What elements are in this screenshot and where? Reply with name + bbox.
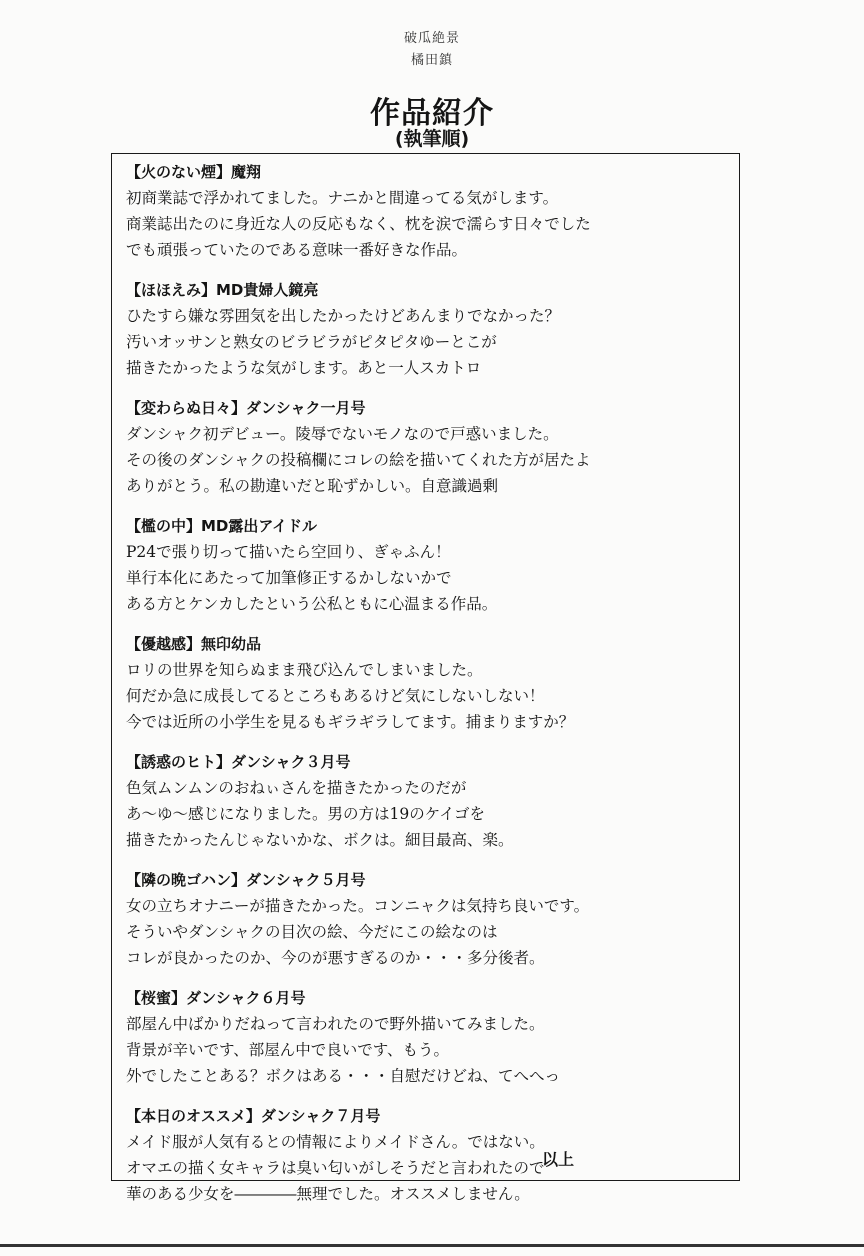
author-name: 橘田鎮 bbox=[410, 53, 453, 68]
works-list-box bbox=[111, 153, 740, 1203]
work-comment-line: 単行本化にあたって加筆修正するかしないかで bbox=[126, 569, 452, 587]
work-comment-line: ある方とケンカしたという公私ともに心温まる作品。 bbox=[126, 595, 498, 613]
work-comment-line: 背景が辛いです、部屋ん中で良いです、もう。 bbox=[126, 1041, 450, 1059]
work-comment-line: コレが良かったのか、今のが悪すぎるのか・・・多分後者。 bbox=[126, 949, 545, 967]
work-entry bbox=[126, 749, 731, 867]
work-comment-line: その後のダンシャクの投稿欄にコレの絵を描いてくれた方が居たよ bbox=[126, 451, 591, 469]
work-comment-line: 部屋ん中ばかりだねって言われたので野外描いてみました。 bbox=[126, 1015, 545, 1033]
work-entry bbox=[126, 277, 731, 395]
work-title: 【隣の晩ゴハン】ダンシャク５月号 bbox=[126, 871, 366, 889]
work-comment-line: 何だか急に成長してるところもあるけど気にしないしない！ bbox=[126, 687, 545, 705]
work-comment-line: ありがとう。私の勘違いだと恥ずかしい。自意識過剰 bbox=[126, 477, 499, 495]
work-comment-line: そういやダンシャクの目次の絵、今だにこの絵なのは bbox=[126, 923, 498, 941]
work-comment-line: 今では近所の小学生を見るもギラギラしてます。捕まりますか？ bbox=[126, 713, 575, 731]
works-list bbox=[126, 159, 731, 1221]
work-title: 【火のない煙】魔翔 bbox=[126, 163, 262, 181]
work-comment-line: P24で張り切って描いたら空回り、ぎゃふん！ bbox=[126, 543, 451, 561]
work-comment-line: でも頑張っていたのである意味一番好きな作品。 bbox=[126, 241, 468, 259]
work-comment-line: メイド服が人気有るとの情報によりメイドさん。ではない。 bbox=[126, 1133, 545, 1151]
work-comment-line: 初商業誌で浮かれてました。ナニかと間違ってる気がします。 bbox=[126, 189, 559, 207]
work-comment-line: オマエの描く女キャラは臭い匂いがしそうだと言われたので bbox=[126, 1159, 545, 1177]
work-comment-line: 描きたかったような気がします。あと一人スカトロ bbox=[126, 359, 482, 377]
work-comment-line: あ〜ゆ〜感じになりました。男の方は19のケイゴを bbox=[126, 805, 486, 823]
work-comment-line: 汚いオッサンと熟女のビラビラがピタピタゆーとこが bbox=[126, 333, 497, 351]
work-entry bbox=[126, 985, 731, 1103]
work-title: 【ほほえみ】MD貴婦人鏡亮 bbox=[126, 281, 319, 299]
work-title: 【桜蜜】ダンシャク６月号 bbox=[126, 989, 306, 1007]
work-comment-line: 女の立ちオナニーが描きたかった。コンニャクは気持ち良いです。 bbox=[126, 897, 590, 915]
work-entry bbox=[126, 513, 731, 631]
work-title: 【檻の中】MD露出アイドル bbox=[126, 517, 318, 535]
work-comment-line: ひたすら嫌な雰囲気を出したかったけどあんまりでなかった？ bbox=[126, 307, 561, 325]
work-entry bbox=[126, 395, 731, 513]
work-comment-line: 描きたかったんじゃないかな、ボクは。細目最高、楽。 bbox=[126, 831, 514, 849]
work-title: 【誘惑のヒト】ダンシャク３月号 bbox=[126, 753, 351, 771]
work-comment-line: 商業誌出たのに身近な人の反応もなく、枕を涙で濡らす日々でした bbox=[126, 215, 591, 233]
work-comment-line: 華のある少女を――――無理でした。オススメしません。 bbox=[126, 1185, 530, 1203]
work-entry bbox=[126, 867, 731, 985]
work-title: 【本日のオススメ】ダンシャク７月号 bbox=[126, 1107, 381, 1125]
page-bottom-rule bbox=[0, 1244, 864, 1247]
work-entry bbox=[126, 631, 731, 749]
work-comment-line: ダンシャク初デビュー。陵辱でないモノなので戸惑いました。 bbox=[126, 425, 559, 443]
work-comment-line: 外でしたことある？ボクはある・・・自慰だけどね、てへへっ bbox=[126, 1067, 561, 1085]
work-entry bbox=[126, 159, 731, 277]
work-title: 【変わらぬ日々】ダンシャク一月号 bbox=[126, 399, 366, 417]
work-comment-line: ロリの世界を知らぬまま飛び込んでしまいました。 bbox=[126, 661, 483, 679]
page-subtitle: (執筆順) bbox=[394, 128, 470, 150]
work-comment-line: 色気ムンムンのおねぃさんを描きたかったのだが bbox=[126, 779, 467, 797]
page-title: 作品紹介 bbox=[370, 96, 494, 131]
book-title: 破瓜絶景 bbox=[403, 31, 460, 46]
closing-text: 以上 bbox=[542, 1150, 575, 1169]
work-title: 【優越感】無印幼品 bbox=[126, 635, 262, 653]
work-entry bbox=[126, 1103, 731, 1221]
